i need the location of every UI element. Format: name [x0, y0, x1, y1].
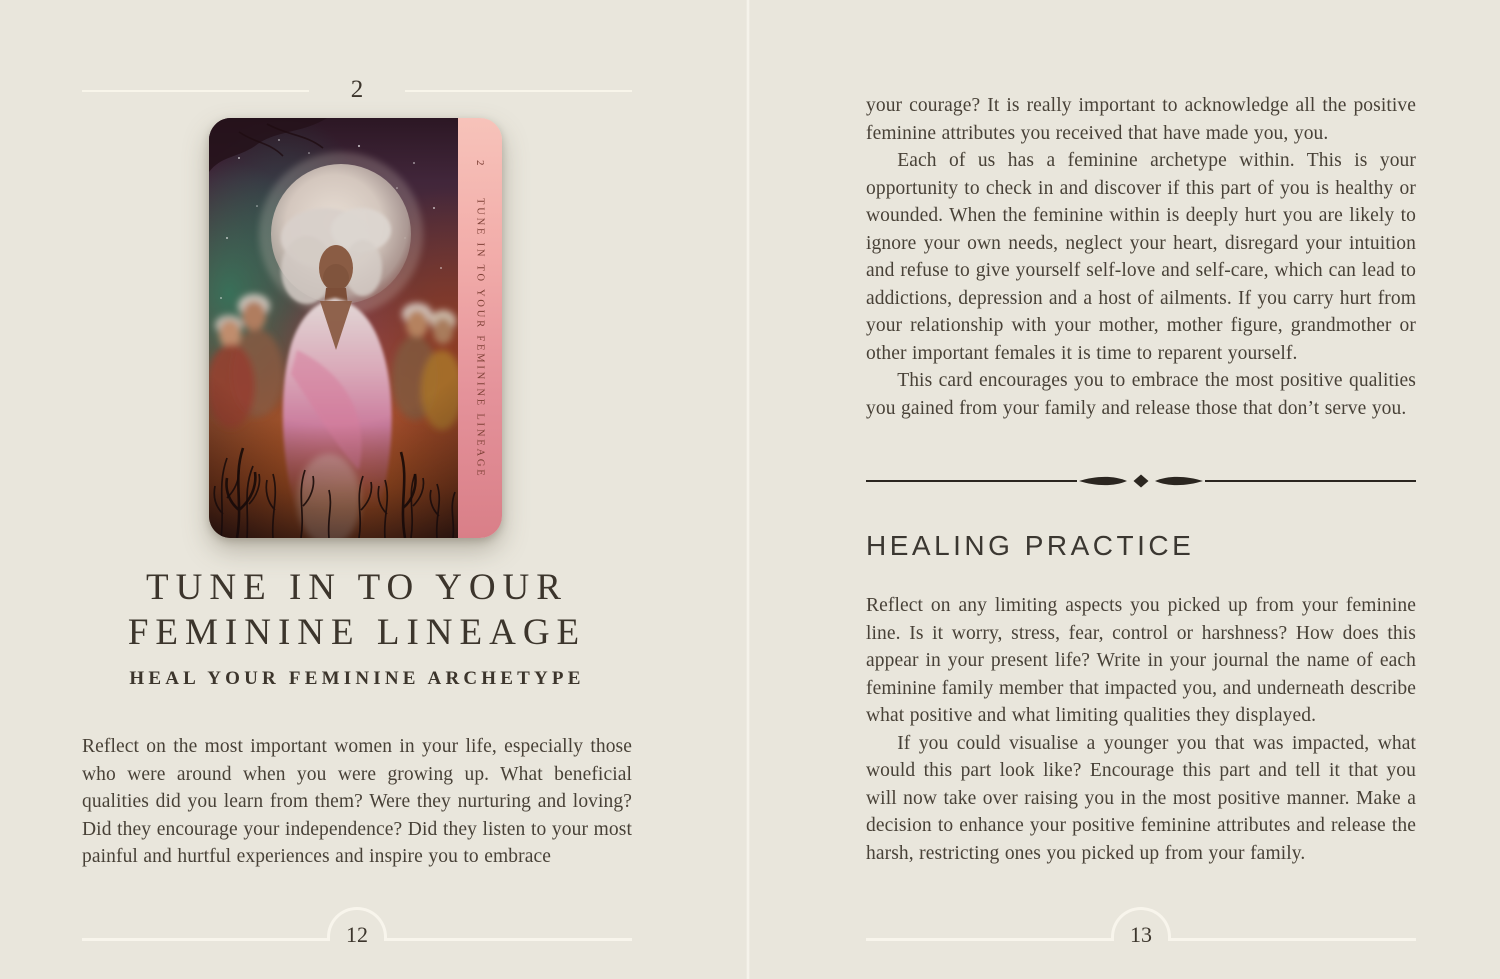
- card-vignette: [209, 118, 458, 538]
- section-heading: HEALING PRACTICE: [866, 530, 1195, 561]
- card-title: [82, 565, 632, 655]
- paragraph: Reflect on the most important women in your life, especially those who were around when you were growing up. What beneficial qualities did you learn from them? Were they nurturing and loving? Did they encourage your independence? Did they listen to your most painful and hurtful experiences and inspire you to embrace: [82, 736, 632, 867]
- footer-rule-right: [387, 938, 632, 941]
- oracle-card: [209, 118, 502, 538]
- card-spine: [458, 118, 502, 538]
- footer-rule-left: [866, 938, 1111, 941]
- section-divider: [866, 472, 1416, 490]
- right-page: [748, 0, 1500, 979]
- page-number-arch: [1111, 907, 1171, 947]
- footer-rule-left: [82, 938, 327, 941]
- card-title-line1: TUNE IN TO YOUR: [146, 567, 568, 608]
- footer-rule-right: [1171, 938, 1416, 941]
- left-page-footer: [82, 905, 632, 947]
- card-title-line2: FEMININE LINEAGE: [127, 612, 587, 653]
- diamond-ornament-icon: [1079, 473, 1203, 489]
- divider-rule-left: [866, 480, 1077, 482]
- card-artwork: [209, 118, 458, 538]
- card-subtitle: HEAL YOUR FEMININE ARCHETYPE: [129, 668, 585, 689]
- paragraph: This card encourages you to embrace the most positive qualities you gained from your family and release those that don’t serve you.: [866, 370, 1416, 419]
- right-page-body-practice: [866, 592, 1416, 867]
- page-number-arch: [327, 907, 387, 947]
- paragraph: If you could visualise a younger you that was impacted, what would this part look like? Encourage this part and tell it that you will now take over raising you in the most positive manner. Make a decision to enhance your positive feminine attributes and release the harsh, restricting ones you picked up from your family.: [866, 732, 1416, 864]
- divider-rule-right: [1205, 480, 1416, 482]
- chapter-number: 2: [350, 75, 364, 103]
- paragraph: Each of us has a feminine archetype within. This is your opportunity to check in and discover if this part of you is healthy or wounded. When the feminine within is deeply hurt you are likely to ignore your own needs, neglect your heart, disregard your intuition and refuse to give yourself self-love and self-care, which can lead to addictions, depression and a host of ailments. If you carry hurt from your relationship with your mother, mother figure, grandmother or other important females it is time to reparent yourself.: [866, 150, 1416, 364]
- right-page-body-top: [866, 92, 1416, 422]
- page-number: 12: [346, 922, 368, 947]
- left-page: [0, 0, 748, 979]
- page-gutter: [746, 0, 750, 979]
- chapter-header: [82, 77, 632, 105]
- left-page-body: [82, 733, 632, 871]
- card-spine-title: TUNE IN TO YOUR FEMININE LINEAGE: [474, 198, 486, 479]
- header-rule-left: [82, 90, 309, 92]
- paragraph: Reflect on any limiting aspects you picked up from your feminine line. Is it worry, stress, fear, control or harshness? How does this appear in your present life? Write in your journal the name of each feminine family member that impacted you, and underneath describe what positive and what limiting qualities they displayed.: [866, 595, 1416, 726]
- header-rule-right: [405, 90, 632, 92]
- card-spine-number: 2: [474, 160, 486, 167]
- right-page-footer: [866, 905, 1416, 947]
- page-number: 13: [1130, 922, 1152, 947]
- paragraph: your courage? It is really important to acknowledge all the positive feminine attributes you received that have made you, you.: [866, 95, 1416, 144]
